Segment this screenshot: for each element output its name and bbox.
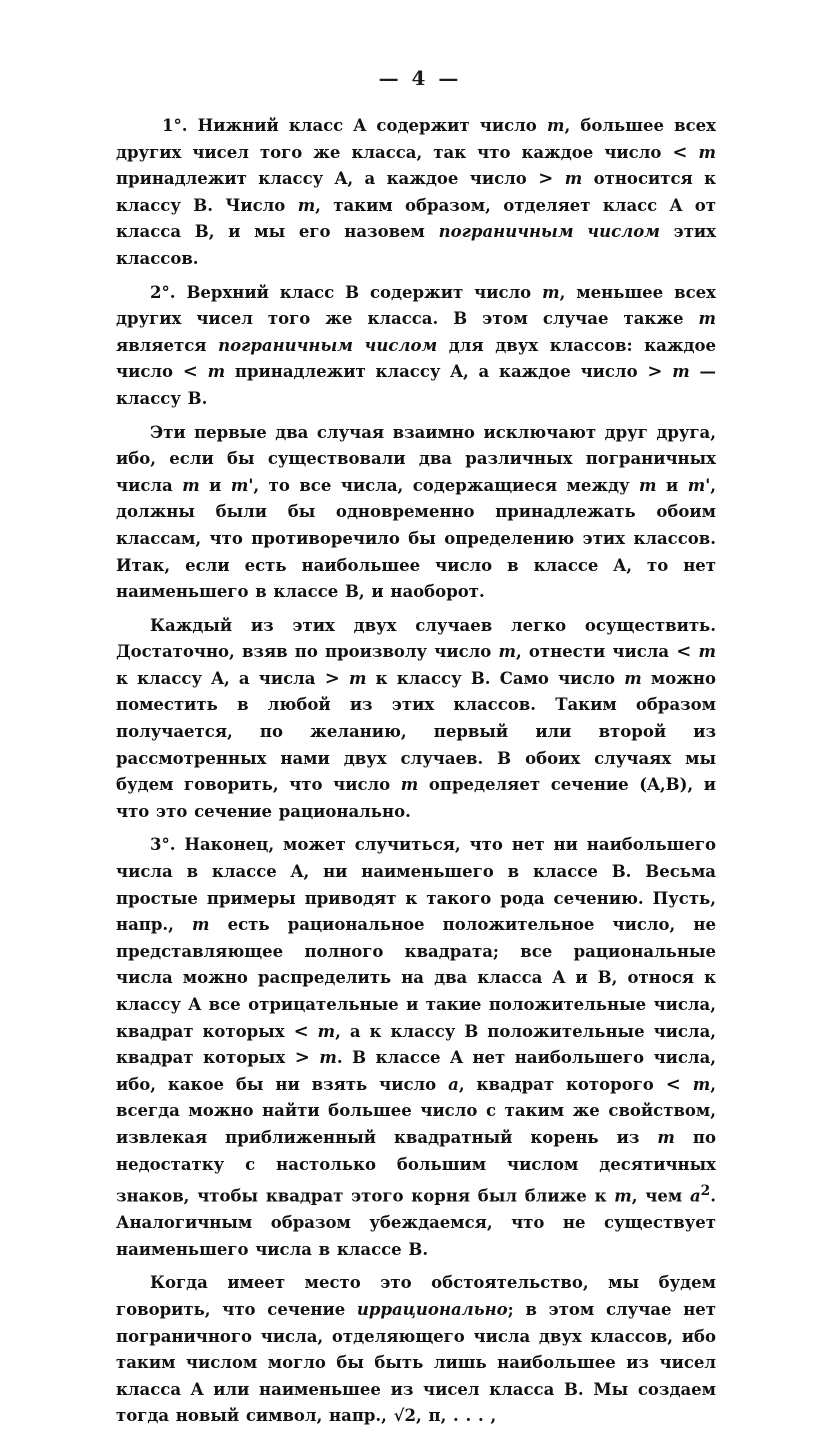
- text-run: 1°. Нижний класс A содержит число: [162, 116, 547, 135]
- paragraph-1: [116, 113, 716, 273]
- math-var: m: [297, 195, 316, 215]
- text-run: ; в этом случае нет пограничного числа, отделяющего числа двух классов, ибо таким числом могло бы быть лишь наибольшее из чисел класса A или наименьшее из чисел класса B. Мы создаем тогда новый символ, напр.,: [116, 1300, 716, 1426]
- text-run: , должны были бы одновременно принадлежать обоим классам, что противоречило бы определению этих классов. Итак, если есть наибольшее число в классе A, то нет наименьшего в классе B, и наоборот.: [116, 475, 716, 602]
- less-than-sign: <: [293, 1020, 309, 1042]
- text-run: относится к классу B. Число: [116, 169, 717, 215]
- text-run: принадлежит классу A, а каждое число: [116, 169, 539, 189]
- exponent: 2: [700, 1183, 711, 1200]
- paragraph-5: [116, 832, 716, 1263]
- text-run: по недостатку с настолько большим числом десятичных знаков, чтобы квадрат этого корня был ближе к: [116, 1127, 716, 1206]
- text-run: для двух классов: каждое число: [116, 335, 717, 382]
- math-var: m: [698, 309, 716, 329]
- less-than-sign: <: [182, 361, 198, 383]
- math-var: m: [614, 1186, 632, 1206]
- text-run: , π, . . . ,: [416, 1406, 497, 1426]
- text-run: , а к классу B положительные числа, квадрат которых: [116, 1021, 717, 1068]
- text-run: к классу B. Само число: [366, 668, 625, 688]
- greater-than-sign: >: [538, 168, 554, 190]
- text-run: , квадрат которого: [458, 1074, 666, 1094]
- less-than-sign: <: [676, 641, 692, 663]
- math-var: a: [448, 1074, 459, 1094]
- math-var: m: [698, 142, 717, 162]
- text-run: , отнести числа: [515, 642, 677, 662]
- paragraph-3: [116, 420, 716, 606]
- math-var: m: [319, 1048, 337, 1068]
- emphasis: пограничным числом: [438, 222, 660, 242]
- math-var: m: [192, 915, 210, 935]
- paragraph-4: [116, 613, 716, 826]
- math-var: m: [498, 642, 516, 662]
- math-var: m: [657, 1127, 675, 1147]
- greater-than-sign: >: [647, 361, 663, 383]
- text-run: Каждый из этих двух случаев легко осуществить. Достаточно, взяв по произволу число: [116, 615, 716, 662]
- text-run: , всегда можно найти большее число с таким же свойством, извлекая приближенный квадратный корень из: [116, 1074, 717, 1147]
- emphasis: иррационально: [356, 1300, 508, 1320]
- math-var: a: [689, 1186, 701, 1206]
- less-than-sign: <: [665, 1073, 681, 1095]
- text-run: и: [199, 475, 231, 495]
- math-var: m: [564, 169, 583, 189]
- math-var: m: [317, 1021, 336, 1041]
- text-run: определяет сечение (A,B), и что это сечение рационально.: [116, 775, 716, 821]
- page-number: — 4 —: [378, 66, 462, 90]
- text-run: . Аналогичным образом убеждаемся, что не существует наименьшего числа в классе B.: [116, 1186, 716, 1259]
- text-run: , большее всех других чисел того же класса, так что каждое число: [116, 116, 717, 162]
- text-run: можно поместить в любой из этих классов. Таким образом получается, по желанию, первый или второй из рассмотренных нами двух случаев. В обоих случаях мы будем говорить, что число: [116, 668, 717, 795]
- text-run: 3°. Наконец, может случиться, что нет ни наибольшего числа в классе A, ни наименьшего в классе B. Весьма простые примеры приводят к такого рода сечению. Пусть, напр.,: [116, 835, 716, 935]
- text-run: , меньшее всех других чисел того же класса. В этом случае также: [116, 282, 716, 329]
- text-run: принадлежит классу A, а каждое число: [225, 362, 648, 382]
- text-run: является: [116, 335, 219, 355]
- text-run: этих классов.: [116, 222, 717, 268]
- math-var: m: [639, 475, 657, 495]
- text-run: , таким образом, отделяет класс A от класса B, и мы его назовем: [116, 195, 716, 242]
- text-run: . В классе A нет наибольшего числа, ибо, какое бы ни взять число: [116, 1048, 717, 1094]
- math-var: m: [698, 642, 716, 662]
- math-var: m: [207, 362, 226, 382]
- text-run: , чем: [631, 1186, 690, 1206]
- text-run: есть рациональное положительное число, не представляющее полного квадрата; все рациональные числа можно распределить на два класса A и B, относя к классу A все отрицательные и такие положительные числа, квадрат которых: [116, 915, 716, 1041]
- math-var: m: [624, 668, 642, 688]
- math-var: m: [547, 116, 565, 135]
- paragraph-6: [116, 1270, 716, 1430]
- text-run: к классу A, а числа: [116, 668, 325, 688]
- text-run: , то все числа, содержащиеся между: [253, 475, 640, 495]
- emphasis: пограничным числом: [218, 335, 438, 355]
- math-var: m: [182, 475, 200, 495]
- greater-than-sign: >: [294, 1047, 310, 1069]
- paragraph-2: [116, 280, 716, 413]
- text-run: 2°. Верхний класс B содержит число: [150, 282, 543, 302]
- text-run: Эти первые два случая взаимно исключают друг друга, ибо, если бы существовали два различных пограничных числа: [116, 422, 716, 495]
- math-var: m': [230, 475, 254, 495]
- text-run: Когда имеет место это обстоятельство, мы будем говорить, что сечение: [116, 1273, 716, 1320]
- text-run: и: [656, 475, 688, 495]
- math-var: m: [400, 775, 419, 795]
- less-than-sign: <: [672, 141, 688, 163]
- math-var: m: [542, 282, 560, 302]
- math-var: m: [348, 668, 367, 688]
- greater-than-sign: >: [324, 667, 340, 689]
- math-var: m: [672, 362, 690, 382]
- math-var: m': [687, 475, 711, 495]
- math-var: m: [692, 1074, 711, 1094]
- body-text: [116, 113, 716, 1437]
- text-run: — классу B.: [116, 362, 716, 408]
- square-root-symbol: √2: [393, 1406, 416, 1426]
